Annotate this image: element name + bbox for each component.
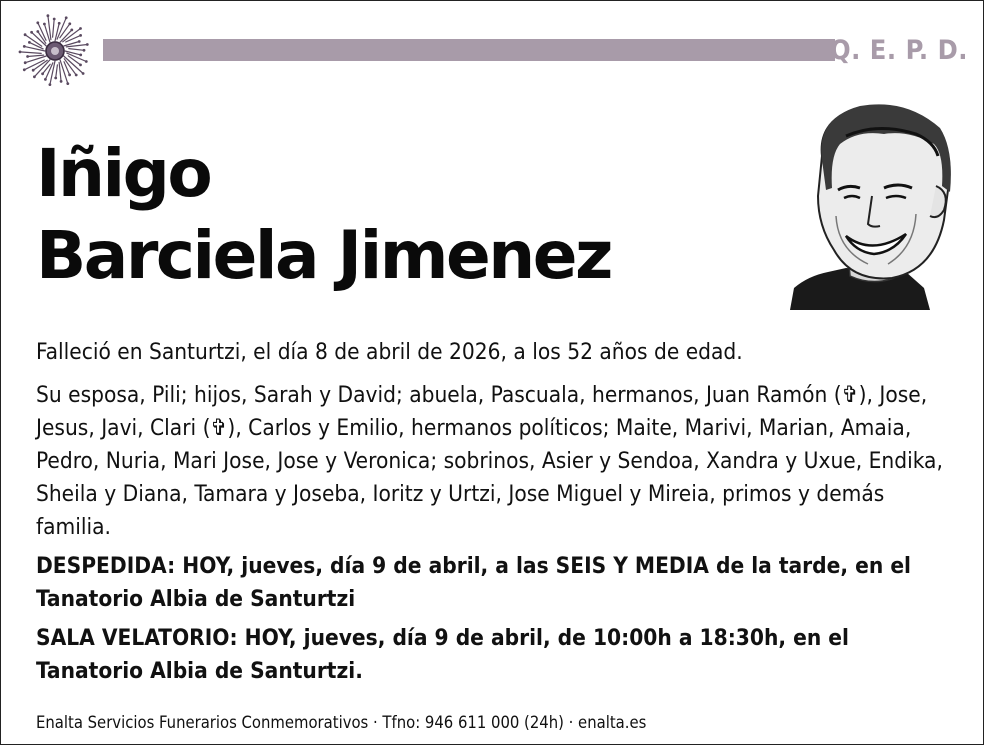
obituary-body	[36, 336, 946, 694]
last-names: Barciela Jimenez	[36, 217, 611, 294]
flower-icon	[12, 10, 98, 92]
header-bar	[103, 39, 835, 61]
wake-room-notice: SALA VELATORIO: HOY, jueves, día 9 de abril, de 10:00h a 18:30h, en el Tanatorio Albia de Santurtzi.	[36, 625, 849, 684]
footer-contact: Enalta Servicios Funerarios Conmemorativos · Tfno: 946 611 000 (24h) · enalta.es	[36, 713, 647, 732]
qepd-label: Q. E. P. D.	[829, 35, 968, 66]
deceased-name	[36, 133, 611, 297]
family-list: Su esposa, Pili; hijos, Sarah y David; abuela, Pascuala, hermanos, Juan Ramón (✞), Jose, Jesus, Javi, Clari (✞), Carlos y Emilio, hermanos políticos; Maite, Marivi, Marian, Amaia, Pedro, Nuria, Mari Jose, Jose y Veronica; sobrinos, Asier y Sendoa, Xandra y Uxue, Endika, Sheila y Diana, Tamara y Joseba, Ioritz y Urtzi, Jose Miguel y Mireia, primos y demás familia.	[36, 382, 943, 540]
portrait-photo	[788, 100, 954, 310]
first-name: Iñigo	[36, 135, 211, 212]
farewell-notice: DESPEDIDA: HOY, jueves, día 9 de abril, a las SEIS Y MEDIA de la tarde, en el Tanatorio Albia de Santurtzi	[36, 553, 911, 612]
death-notice: Falleció en Santurtzi, el día 8 de abril de 2026, a los 52 años de edad.	[36, 339, 743, 365]
